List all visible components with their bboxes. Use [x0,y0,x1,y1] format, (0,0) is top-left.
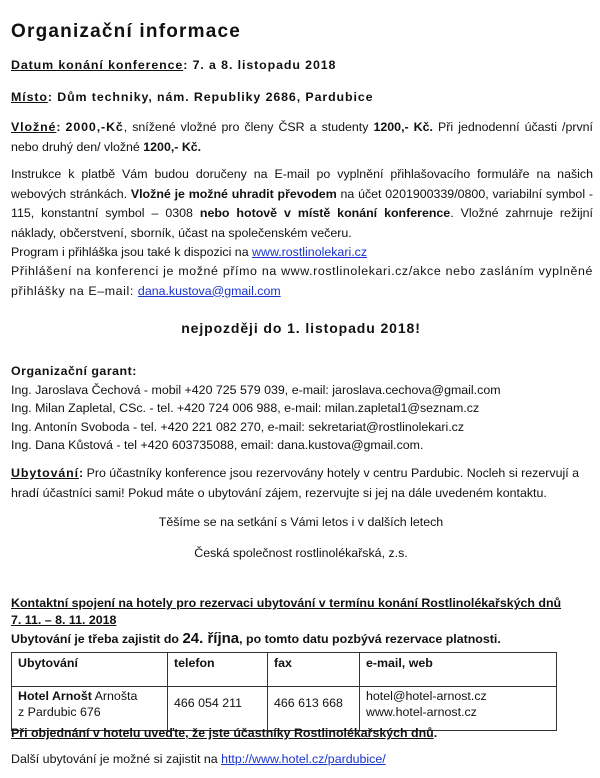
hotel-cell [12,687,168,731]
more-accommodation-link[interactable]: http://www.hotel.cz/pardubice/ [221,752,386,766]
place-label: Místo [11,90,48,104]
hotel-email: hotel@hotel-arnost.cz [366,689,487,703]
notice-post: , po tomto datu pozbývá rezervace platnosti. [239,632,501,646]
fee-oneday: 1200,- Kč. [143,139,202,154]
hotel-address-1: Arnošta [91,689,138,703]
guarantor-item: Ing. Milan Zapletal, CSc. - tel. +420 724 006 988, e-mail: milan.zapletal1@seznam.cz [11,401,480,415]
payment-bold-1: Vložné je možné uhradit převodem [130,186,337,201]
program-link[interactable]: www.rostlinolekari.cz [252,245,368,259]
fee-reduced: 1200,- Kč. [373,120,433,134]
closing-greeting: Těšíme se na setkání s Vámi letos i v dalších letech [158,515,444,529]
hotel-phone: 466 054 211 [168,687,268,731]
order-note-text: Při objednání v hotelu uveďte, že jste účastníky Rostlinolékařských dnů [11,726,434,740]
fee-text-2: Při jednodenní účasti /první nebo druhý den/ vložné [11,120,593,154]
column-header-email-web: e-mail, web [360,653,557,687]
more-accommodation [11,752,386,766]
guarantor-item: Ing. Dana Kůstová - tel +420 603735088, email: dana.kustova@gmail.com. [11,438,424,452]
hotel-name: Hotel Arnošt [18,689,92,703]
accommodation-label: Ubytování [11,466,79,480]
registration-paragraph [11,262,593,301]
column-header-phone: telefon [168,653,268,687]
guarantors-label: Organizační garant: [11,364,137,378]
more-accommodation-text: Další ubytování je možné si zajistit na [11,752,222,766]
date-label: Datum konání konference [11,58,184,72]
fee-label: Vložné [11,120,57,134]
column-header-fax: fax [268,653,360,687]
registration-text: Přihlášení na konferenci je možné přímo na www.rostlinolekari.cz/akce nebo zasláním vyplněné přihlášky na E–mail: [11,264,593,298]
program-text: Program i přihláška jsou také k dispozici na [11,245,253,259]
guarantors-block [11,362,501,455]
accommodation-paragraph: Ubytování: Pro účastníky konference jsou rezervovány hotely v centru Pardubic. Nocleh si rezervují a hradí účastníci sami! Pokud máte o ubytování zájem, rezervujte si jej na dále uvedeném kontaktu. [11,466,580,500]
hotels-notice [11,630,501,647]
fee-amount: 2000,-Kč [65,120,124,134]
fee-text-1: , snížené vložné pro členy ČSR a studenty [123,120,374,134]
place-value: Dům techniky, nám. Republiky 2686, Pardubice [57,90,374,104]
order-note-end: . [433,726,438,740]
notice-pre: Ubytování je třeba zajistit do [11,632,183,646]
hotel-address-2: z Pardubic 676 [18,705,101,719]
hotels-table [11,652,557,731]
hotels-heading-line-1: Kontaktní spojení na hotely pro rezervaci ubytování v termínu konání Rostlinolékařských dnů [11,596,562,610]
registration-deadline: nejpozději do 1. listopadu 2018! [181,320,421,336]
payment-paragraph [11,165,593,263]
registration-email-link[interactable]: dana.kustova@gmail.com [137,283,281,298]
fee-paragraph: Vložné: 2000,-Kč, snížené vložné pro členy ČSR a studenty 1200,- Kč. Při jednodenní účasti /první nebo druhý den/ vložné 1200,- Kč. [11,120,593,154]
guarantor-item: Ing. Antonín Svoboda - tel. +420 221 082 270, e-mail: sekretariat@rostlinolekari.cz [11,419,465,434]
order-note [11,726,437,740]
hotels-heading [11,595,561,629]
table-row [12,687,557,731]
payment-bold-2: nebo hotově v místě konání konference [199,206,451,220]
conference-date: Datum konání konference: 7. a 8. listopadu 2018 [11,58,337,72]
column-header-accommodation: Ubytování [12,653,168,687]
conference-place: Místo: Dům techniky, nám. Republiky 2686, Pardubice [11,90,374,104]
hotel-web: www.hotel-arnost.cz [366,705,477,719]
hotel-contact-cell [360,687,557,731]
hotel-fax: 466 613 668 [268,687,360,731]
hotels-heading-line-2: 7. 11. – 8. 11. 2018 [11,613,117,627]
date-value: 7. a 8. listopadu 2018 [192,58,337,72]
notice-date: 24. října [182,630,240,647]
closing-society: Česká společnost rostlinolékařská, z.s. [194,546,408,560]
payment-text-1: Instrukce k platbě Vám budou doručeny na E-mail po vyplnění přihlašovacího formuláře na našich webových stránkách. [11,167,593,201]
table-header-row [12,653,557,687]
accommodation-text: Pro účastníky konference jsou rezervovány hotely v centru Pardubic. Nocleh si rezervují a hradí účastníci sami! Pokud máte o ubytování zájem, rezervujte si jej na dále uvedeném kontaktu. [11,466,580,500]
guarantor-item: Ing. Jaroslava Čechová - mobil +420 725 579 039, e-mail: jaroslava.cechova@gmail.com [11,382,501,397]
page-title: Organizační informace [11,21,242,42]
payment-text-2: na účet 0201900339/0800, variabilní symbol - 115, konstantní symbol – 0308 [11,186,593,220]
payment-text-3: . Vložné zahrnuje režijní náklady, občerstvení, sborník, účast na společenském večeru. [11,206,593,240]
